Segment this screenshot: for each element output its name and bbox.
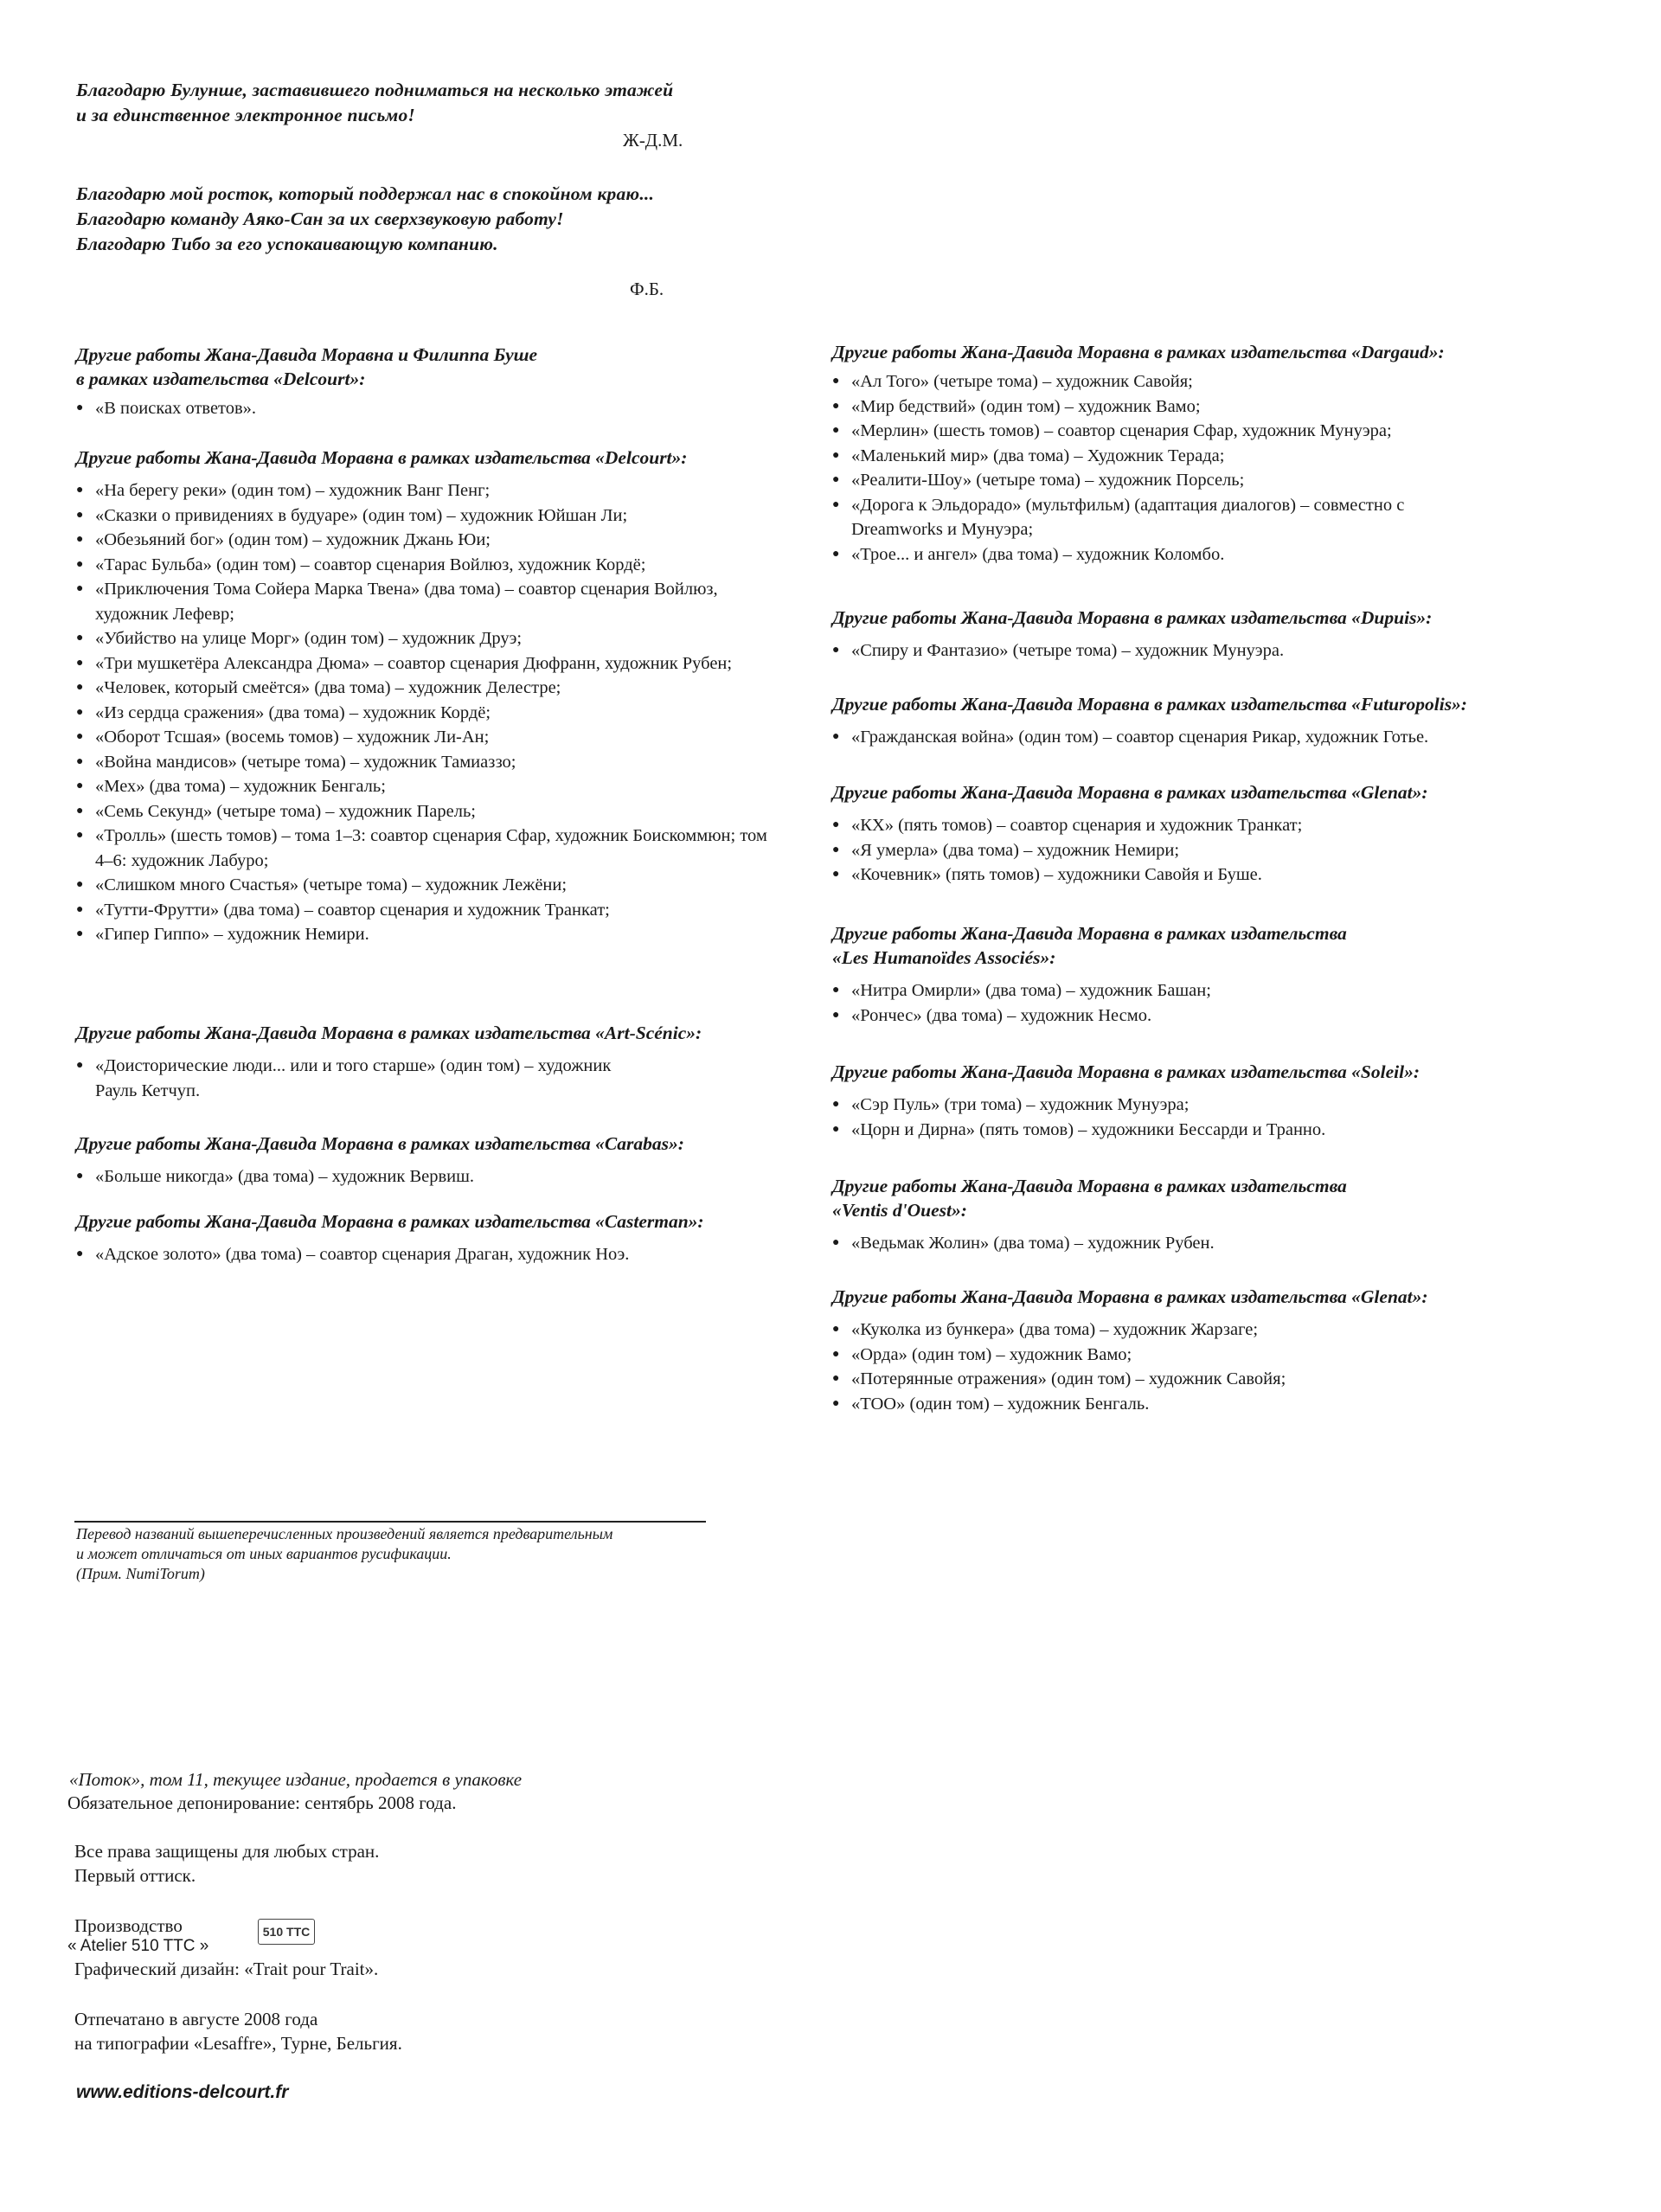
list-item: ● «Трое... и ангел» (два тома) – художник Коломбо. [832, 542, 1421, 567]
section-heading: Другие работы Жана-Давида Моравна в рамках издательства «Les Humanoïdes Associés»: [832, 923, 1347, 968]
works-list [76, 1242, 820, 1267]
section-carabas [76, 1132, 820, 1189]
list-item: ● «Я умерла» (два тома) – художник Немири; [832, 838, 1594, 863]
works-list [76, 478, 768, 947]
list-item: ● «Рончес» (два тома) – художник Несмо. [832, 1003, 1594, 1029]
list-item: ● «Мех» (два тома) – художник Бенгаль; [76, 774, 768, 799]
section-dupuis [832, 606, 1594, 664]
section-heading: Другие работы Жана-Давида Моравна в рамках издательства «Casterman»: [76, 1211, 704, 1232]
section-heading: Другие работы Жана-Давида Моравна в рамках издательства «Ventis d'Ouest»: [832, 1176, 1347, 1221]
list-item: ● «Мир бедствий» (один том) – художник Вамо; [832, 394, 1421, 420]
works-list [76, 396, 820, 421]
imprint-deposit: Обязательное депонирование: сентябрь 2008 года. [67, 1792, 457, 1813]
imprint-series: «Поток», том 11, текущее издание, продается в упаковке [69, 1769, 523, 1790]
list-item: ● «Больше никогда» (два тома) – художник Вервиш. [76, 1164, 820, 1189]
signature-fb: Ф.Б. [630, 279, 664, 299]
works-list [832, 638, 1594, 664]
list-item: ● «Дорога к Эльдорадо» (мультфильм) (адаптация диалогов) – совместно с Dreamworks и Мунуэра; [832, 493, 1421, 542]
ack-line: Благодарю команду Аяко-Сан за их сверхзвуковую работу! [76, 208, 564, 229]
publisher-website: www.editions-delcourt.fr [76, 2082, 289, 2102]
list-item: ● «Приключения Тома Сойера Марка Твена» (два тома) – соавтор сценария Войлюз, художник Лефевр; [76, 577, 768, 626]
list-item: ● «КХ» (пять томов) – соавтор сценария и художник Транкат; [832, 813, 1594, 838]
list-item: ● «Ал Того» (четыре тома) – художник Савойя; [832, 369, 1421, 394]
works-list [832, 1231, 1594, 1256]
section-delcourt [76, 446, 820, 947]
works-list [832, 813, 1594, 888]
ack-line: Благодарю Булунше, заставившего подниматься на несколько этажей [76, 80, 674, 100]
section-art-scenic [76, 1021, 820, 1103]
acknowledgement-first [76, 78, 673, 128]
list-item: ● «В поисках ответов». [76, 396, 820, 421]
list-item: ● «Маленький мир» (два тома) – Художник Терада; [832, 444, 1421, 469]
list-item: ● «ТОО» (один том) – художник Бенгаль. [832, 1392, 1594, 1417]
section-heading: Другие работы Жана-Давида Моравна в рамках издательства «Glenat»: [832, 782, 1428, 803]
list-item: ● «Потерянные отражения» (один том) – художник Савойя; [832, 1367, 1594, 1392]
ack-line: и за единственное электронное письмо! [76, 105, 415, 125]
list-item: ● «Убийство на улице Морг» (один том) – художник Друэ; [76, 626, 768, 651]
section-casterman [76, 1209, 820, 1267]
section-heading: Другие работы Жана-Давида Моравна в рамках издательства «Dupuis»: [832, 607, 1433, 628]
list-item: ● «Из сердца сражения» (два тома) – художник Кордё; [76, 701, 768, 726]
list-item: ● «Сэр Пуль» (три тома) – художник Мунуэра; [832, 1093, 1594, 1118]
list-item: ● «Адское золото» (два тома) – соавтор сценария Драган, художник Ноэ. [76, 1242, 820, 1267]
acknowledgement-second [76, 182, 654, 257]
imprint-printer: на типографии «Lesaffre», Турне, Бельгия. [74, 2033, 402, 2054]
list-item: ● «Орда» (один том) – художник Вамо; [832, 1343, 1594, 1368]
list-item: ● «Оборот Тсшая» (восемь томов) – художник Ли-Ан; [76, 725, 768, 750]
list-item: ● «Доисторические люди... или и того старше» (один том) – художник Рауль Кетчуп. [76, 1054, 630, 1103]
section-humanoides [832, 921, 1594, 1028]
section-futuropolis [832, 692, 1594, 750]
section-dargaud [832, 340, 1594, 567]
list-item: ● «Обезьяний бог» (один том) – художник Джань Юи; [76, 528, 768, 553]
section-glenat-2 [832, 1285, 1594, 1416]
section-heading: Другие работы Жана-Давида Моравна в рамках издательства «Glenat»: [832, 1286, 1428, 1307]
works-list [832, 369, 1421, 567]
imprint-edition: Первый оттиск. [74, 1865, 196, 1886]
imprint-printed: Отпечатано в августе 2008 года [74, 2009, 318, 2029]
ack-line: Благодарю мой росток, который поддержал нас в спокойном краю... [76, 183, 655, 204]
note-line: и может отличаться от иных вариантов русификации. [76, 1545, 452, 1562]
list-item: ● «Семь Секунд» (четыре тома) – художник Парель; [76, 799, 768, 824]
section-heading: Другие работы Жана-Давида Моравна в рамках издательства «Dargaud»: [832, 342, 1445, 362]
footnote-rule [74, 1521, 706, 1523]
list-item: ● «Человек, который смеётся» (два тома) – художник Делестре; [76, 676, 768, 701]
list-item: ● «Цорн и Дирна» (пять томов) – художники Бессарди и Транно. [832, 1118, 1594, 1143]
list-item: ● «Кочевник» (пять томов) – художники Савойя и Буше. [832, 862, 1594, 888]
list-item: ● «Три мушкетёра Александра Дюма» – соавтор сценария Дюфранн, художник Рубен; [76, 651, 768, 676]
section-heading: Другие работы Жана-Давида Моравна в рамках издательства «Delcourt»: [76, 447, 688, 468]
signature-jdm: Ж-Д.М. [623, 130, 683, 151]
list-item: ● «Война мандисов» (четыре тома) – художник Тамиаззо; [76, 750, 768, 775]
list-item: ● «Куколка из бункера» (два тома) – художник Жарзаге; [832, 1318, 1594, 1343]
list-item: ● «Спиру и Фантазио» (четыре тома) – художник Мунуэра. [832, 638, 1594, 664]
note-line: (Прим. NumiTorum) [76, 1565, 205, 1582]
atelier-stamp: 510 TTC [258, 1919, 315, 1945]
section-heading: Другие работы Жана-Давида Моравна и Филиппа Буше в рамках издательства «Delcourt»: [76, 344, 538, 389]
works-list [832, 1318, 1594, 1416]
works-list [832, 1093, 1594, 1142]
list-item: ● «Слишком много Счастья» (четыре тома) – художник Лежёни; [76, 873, 768, 898]
imprint-design: Графический дизайн: «Trait pour Trait». [74, 1959, 379, 1979]
list-item: ● «Тутти-Фрутти» (два тома) – соавтор сценария и художник Транкат; [76, 898, 768, 923]
list-item: ● «Сказки о привидениях в будуаре» (один том) – художник Юйшан Ли; [76, 503, 768, 529]
translator-note [76, 1524, 612, 1584]
list-item: ● «Реалити-Шоу» (четыре тома) – художник Порсель; [832, 468, 1421, 493]
section-heading: Другие работы Жана-Давида Моравна в рамках издательства «Soleil»: [832, 1061, 1420, 1082]
works-list [832, 978, 1594, 1028]
section-ventis [832, 1174, 1594, 1256]
imprint-rights: Все права защищены для любых стран. [74, 1841, 380, 1862]
list-item: ● «Мерлин» (шесть томов) – соавтор сценария Сфар, художник Мунуэра; [832, 419, 1421, 444]
section-heading: Другие работы Жана-Давида Моравна в рамках издательства «Art-Scénic»: [76, 1023, 702, 1043]
section-delcourt-joint [76, 343, 820, 421]
list-item: ● «На берегу реки» (один том) – художник Ванг Пенг; [76, 478, 768, 503]
section-heading: Другие работы Жана-Давида Моравна в рамках издательства «Futuropolis»: [832, 694, 1467, 715]
list-item: ● «Ведьмак Жолин» (два тома) – художник Рубен. [832, 1231, 1594, 1256]
section-soleil [832, 1060, 1594, 1142]
note-line: Перевод названий вышеперечисленных произведений является предварительным [76, 1525, 613, 1542]
works-list [76, 1164, 820, 1189]
list-item: ● «Гражданская война» (один том) – соавтор сценария Рикар, художник Готье. [832, 725, 1594, 750]
works-list [832, 725, 1594, 750]
works-list [76, 1054, 630, 1103]
list-item: ● «Тарас Бульба» (один том) – соавтор сценария Войлюз, художник Кордё; [76, 553, 768, 578]
imprint-production-name: « Atelier 510 TTC » [67, 1937, 209, 1955]
imprint-production-label: Производство [74, 1915, 183, 1936]
ack-line: Благодарю Тибо за его успокаивающую компанию. [76, 234, 498, 254]
section-glenat-1 [832, 780, 1594, 888]
list-item: ● «Гипер Гиппо» – художник Немири. [76, 922, 768, 947]
section-heading: Другие работы Жана-Давида Моравна в рамках издательства «Carabas»: [76, 1133, 684, 1154]
list-item: ● «Нитра Омирли» (два тома) – художник Башан; [832, 978, 1594, 1003]
list-item: ● «Тролль» (шесть томов) – тома 1–3: соавтор сценария Сфар, художник Боискоммюн; том 4–6: художник Лабуро; [76, 824, 768, 873]
